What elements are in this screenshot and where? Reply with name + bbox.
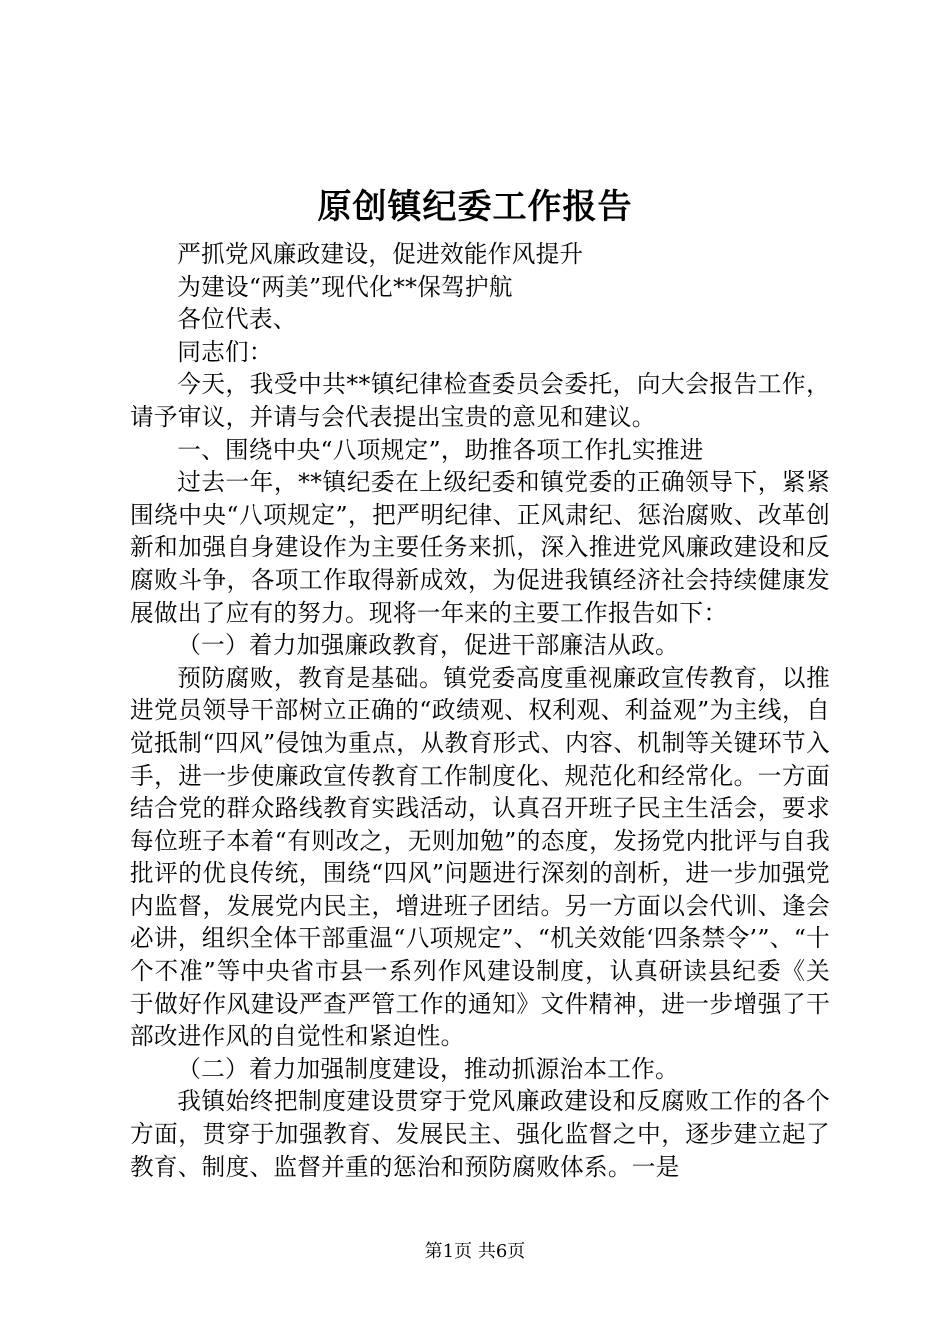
- subtitle-line-1: 严抓党风廉政建设，促进效能作风提升: [177, 240, 584, 268]
- salutation-line-2: 同志们：: [177, 337, 273, 366]
- paragraph: 过去一年，**镇纪委在上级纪委和镇党委的正确领导下，紧紧围绕中央“八项规定”，把严明纪律、正风肃纪、惩治腐败、改革创新和加强自身建设作为主要任务来抓，深入推进党风廉政建设和反腐败斗争，各项工作取得新成效，为促进我镇经济社会持续健康发展做出了应有的努力。现将一年来的主要工作报告如下：: [130, 468, 830, 627]
- page-number: 第1页 共6页: [424, 1241, 526, 1262]
- paragraph: 我镇始终把制度建设贯穿于党风廉政建设和反腐败工作的各个方面，贯穿于加强教育、发展民主、强化监督之中，逐步建立起了教育、制度、监督并重的惩治和预防腐败体系。一是: [130, 1087, 830, 1181]
- document-title: 原创镇纪委工作报告: [317, 187, 633, 227]
- subsection-heading: （一）着力加强廉政教育，促进干部廉洁从政。: [177, 631, 679, 660]
- document-body: [130, 238, 830, 1183]
- paragraph: 今天，我受中共**镇纪律检查委员会委托，向大会报告工作，请予审议，并请与会代表提出宝贵的意见和建议。: [130, 370, 830, 431]
- paragraph: 预防腐败，教育是基础。镇党委高度重视廉政宣传教育，以推进党员领导干部树立正确的“政绩观、权利观、利益观”为主线，自觉抵制“四风”侵蚀为重点，从教育形式、内容、机制等关键环节入手，进一步使廉政宣传教育工作制度化、规范化和经常化。一方面结合党的群众路线教育实践活动，认真召开班子民主生活会，要求每位班子本着“有则改之，无则加勉”的态度，发扬党内批评与自我批评的优良传统，围绕“四风”问题进行深刻的剖析，进一步加强党内监督，发展党内民主，增进班子团结。另一方面以会代训、逢会必讲，组织全体干部重温“八项规定”、“机关效能‘四条禁令’”、“十个不准”等中央省市县一系列作风建设制度，认真研读县纪委《关于做好作风建设严查严管工作的通知》文件精神，进一步增强了干部改进作风的自觉性和紧迫性。: [130, 663, 830, 1051]
- subsection-heading: （二）着力加强制度建设，推动抓源治本工作。: [177, 1054, 679, 1083]
- section-heading: 一、围绕中央“八项规定”，助推各项工作扎实推进: [177, 435, 704, 464]
- salutation-line-1: 各位代表、: [177, 305, 297, 334]
- subtitle-line-2: 为建设“两美”现代化**保驾护航: [177, 272, 513, 301]
